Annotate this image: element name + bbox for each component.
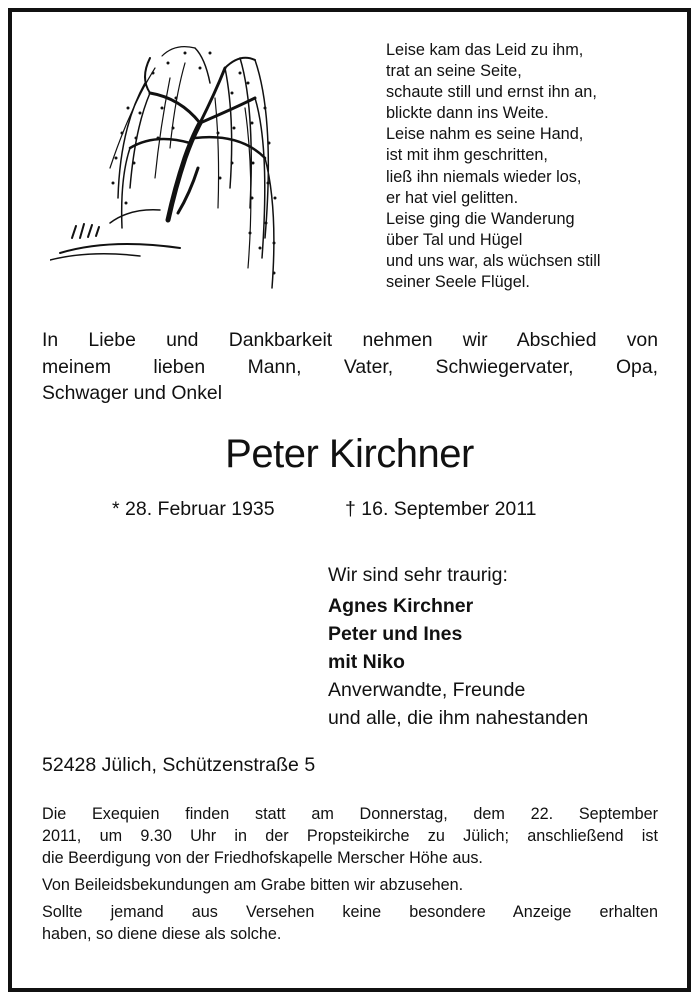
willow-tree-illustration [50, 38, 285, 300]
exequien-line: die Beerdigung von der Friedhofskapelle Merscher Höhe aus. [42, 849, 483, 867]
poem-line: und uns war, als wüchsen still [386, 251, 601, 270]
notice-line: haben, so diene diese als solche. [42, 925, 282, 943]
exequien-line: 2011, um 9.30 Uhr in der Propsteikirche zu Jülich; anschließend ist [42, 827, 658, 845]
poem-line: über Tal und Hügel [386, 230, 523, 249]
poem-line: trat an seine Seite, [386, 62, 522, 81]
poem-line: Leise nahm es seine Hand, [386, 125, 584, 144]
notice-line: Sollte jemand aus Versehen keine besondere Anzeige erhalten [42, 903, 658, 921]
birth-date: * 28. Februar 1935 [112, 498, 275, 520]
condolences-note: Von Beileidsbekundungen am Grabe bitten wir abzusehen. [42, 876, 464, 894]
funeral-details [42, 803, 658, 950]
family-name: mit Niko [328, 651, 405, 673]
poem [386, 40, 686, 293]
relatives-line: und alle, die ihm nahestanden [328, 707, 589, 729]
intro-line: Schwager und Onkel [42, 382, 223, 404]
exequien-paragraph [42, 803, 658, 869]
family-name: Peter und Ines [328, 623, 463, 645]
deceased-name: Peter Kirchner [225, 432, 474, 476]
relatives-line: Anverwandte, Freunde [328, 679, 526, 701]
sad-line: Wir sind sehr traurig: [328, 564, 508, 586]
poem-line: seiner Seele Flügel. [386, 273, 530, 292]
address: 52428 Jülich, Schützenstraße 5 [42, 754, 316, 776]
death-date: † 16. September 2011 [345, 498, 537, 520]
poem-line: ließ ihn niemals wieder los, [386, 167, 582, 186]
notice-paragraph [42, 901, 658, 945]
intro-text [42, 327, 658, 407]
intro-line: meinem lieben Mann, Vater, Schwiegervater, Opa, [42, 355, 658, 378]
poem-line: er hat viel gelitten. [386, 188, 519, 207]
poem-line: schaute still und ernst ihn an, [386, 83, 597, 102]
family-name: Agnes Kirchner [328, 595, 474, 617]
poem-line: Leise ging die Wanderung [386, 209, 575, 228]
poem-line: ist mit ihm geschritten, [386, 146, 548, 165]
exequien-line: Die Exequien finden statt am Donnerstag, dem 22. September [42, 805, 658, 823]
intro-line: In Liebe und Dankbarkeit nehmen wir Abschied von [42, 329, 658, 351]
poem-line: Leise kam das Leid zu ihm, [386, 41, 584, 59]
poem-line: blickte dann ins Weite. [386, 104, 549, 123]
family-block [328, 561, 588, 732]
